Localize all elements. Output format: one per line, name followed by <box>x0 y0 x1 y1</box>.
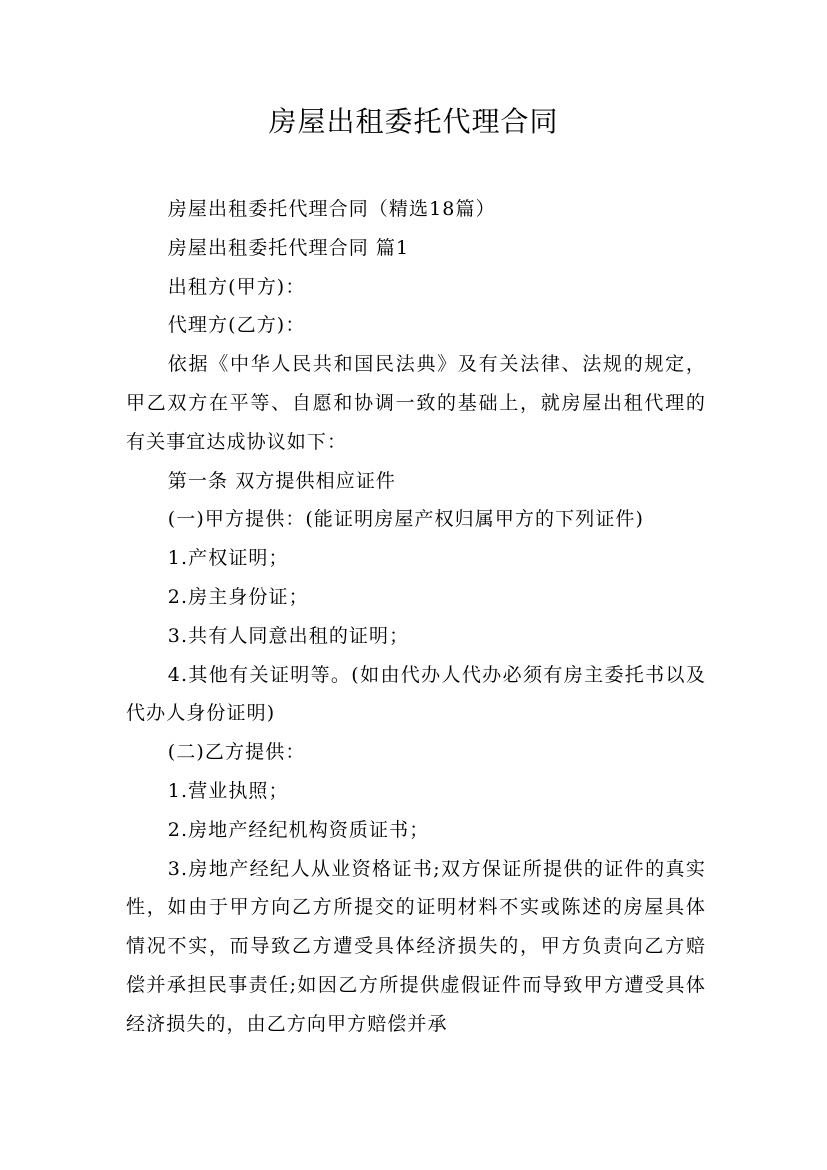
list-item: 3.房地产经纪人从业资格证书;双方保证所提供的证件的真实性，如由于甲方向乙方所提交的证明材料不实或陈述的房屋具体情况不实，而导致乙方遭受具体经济损失的，甲方负责向乙方赔偿并承担民事责任;如因乙方所提供虚假证件而导致甲方遭受具体经济损失的，由乙方向甲方赔偿并承 <box>126 857 706 1035</box>
paragraph-section-heading: 房屋出租委托代理合同 篇1 <box>167 236 410 259</box>
paragraph-preamble: 依据《中华人民共和国民法典》及有关法律、法规的规定，甲乙双方在平等、自愿和协调一致的基础上，就房屋出租代理的有关事宜达成协议如下： <box>126 353 706 453</box>
paragraph-lessor: 出租方(甲方)： <box>167 275 306 298</box>
paragraph-party-a-provides: (一)甲方提供：(能证明房屋产权归属甲方的下列证件) <box>167 508 645 531</box>
list-item: 2.房地产经纪机构资质证书； <box>167 818 430 841</box>
paragraph-party-b-provides: (二)乙方提供： <box>167 741 306 764</box>
paragraph-subtitle: 房屋出租委托代理合同（精选18篇） <box>167 198 496 220</box>
paragraph-agent: 代理方(乙方)： <box>167 314 306 337</box>
document-title: 房屋出租委托代理合同 <box>268 105 559 138</box>
list-item: 3.共有人同意出租的证明； <box>167 624 410 647</box>
list-item: 1.营业执照； <box>167 779 289 802</box>
list-item: 1.产权证明； <box>167 547 289 570</box>
list-item: 2.房主身份证； <box>167 585 309 608</box>
paragraph-article-1: 第一条 双方提供相应证件 <box>167 469 397 492</box>
list-item: 4.其他有关证明等。(如由代办人代办必须有房主委托书以及代办人身份证明) <box>126 663 706 725</box>
document-body <box>126 190 706 1044</box>
